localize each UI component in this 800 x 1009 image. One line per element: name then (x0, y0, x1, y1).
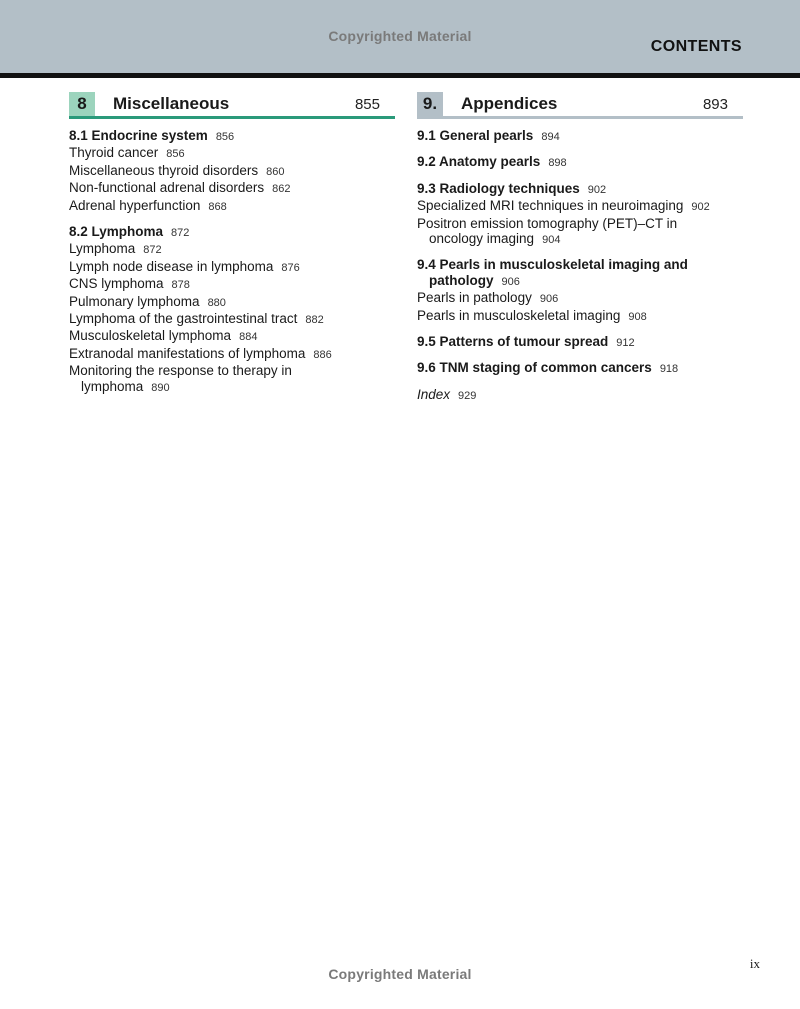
toc-entry[interactable] (417, 198, 743, 215)
toc-entry-title: 9.5 Patterns of tumour spread (417, 334, 609, 350)
toc-section-heading[interactable] (69, 224, 395, 241)
chapter-page-number: 893 (702, 96, 728, 113)
toc-entry-page-number: 906 (501, 275, 520, 288)
toc-entry-page-number: 902 (691, 201, 710, 214)
toc-entry-page-number: 876 (281, 261, 300, 274)
toc-entry[interactable] (417, 387, 743, 404)
toc-entry[interactable] (69, 198, 395, 215)
toc-entry[interactable] (417, 290, 743, 307)
toc-section-block (69, 224, 395, 396)
toc-entry-title: Adrenal hyperfunction (69, 197, 201, 213)
toc-section-heading[interactable] (417, 257, 743, 272)
toc-section-block (417, 128, 743, 145)
toc-entry-title: 8.1 Endocrine system (69, 128, 208, 143)
toc-section-block (417, 360, 743, 377)
toc-entry-title: 9.2 Anatomy pearls (417, 154, 541, 170)
toc-entry-page-number: 894 (541, 131, 560, 143)
toc-entry-page-number: 856 (166, 148, 185, 161)
chapter-heading[interactable] (417, 92, 743, 116)
toc-entry-title: Non-functional adrenal disorders (69, 180, 265, 196)
toc-entry-page-number: 878 (171, 279, 190, 292)
toc-entry-title: oncology imaging (429, 231, 535, 247)
toc-entry[interactable] (69, 145, 395, 162)
toc-entry[interactable] (417, 216, 743, 231)
toc-section-block (417, 181, 743, 249)
toc-entry-title: Pulmonary lymphoma (69, 293, 200, 309)
toc-entries (69, 128, 395, 396)
toc-section-block (417, 334, 743, 351)
toc-entry-page-number: 890 (151, 381, 170, 394)
toc-entry[interactable] (69, 379, 395, 396)
toc-entry-page-number: 856 (215, 131, 235, 143)
chapter-title: Miscellaneous (113, 94, 230, 113)
page-folio: ix (749, 956, 760, 971)
toc-entry-title: Thyroid cancer (69, 145, 159, 161)
toc-section-heading[interactable] (417, 154, 743, 171)
toc-entry[interactable] (69, 311, 395, 328)
watermark-top: Copyrighted Material (328, 28, 472, 44)
toc-entry[interactable] (69, 328, 395, 345)
watermark-bottom: Copyrighted Material (328, 966, 472, 982)
toc-entry-page-number: 918 (659, 363, 679, 376)
toc-entry-title: pathology (429, 272, 494, 288)
chapter-page-number: 855 (354, 96, 380, 113)
toc-entry-title: Specialized MRI techniques in neuroimaging (417, 198, 684, 214)
running-head: CONTENTS (650, 38, 742, 55)
toc-entry-title: Musculoskeletal lymphoma (69, 328, 232, 344)
toc-section-heading[interactable] (417, 360, 743, 377)
toc-section-block (417, 387, 743, 404)
toc-entry-title: 9.1 General pearls (417, 128, 534, 143)
toc-entry[interactable] (417, 231, 743, 248)
toc-section-heading[interactable] (69, 128, 395, 145)
toc-entry-title: Positron emission tomography (PET)–CT in (417, 215, 678, 231)
toc-section-heading[interactable] (417, 334, 743, 351)
toc-entry-title: Index (417, 386, 451, 402)
toc-entry-page-number: 882 (305, 314, 324, 327)
toc-entry-page-number: 904 (542, 234, 561, 247)
toc-section-heading[interactable] (417, 128, 743, 145)
chapter-8-column (69, 92, 395, 405)
toc-entry-page-number: 880 (207, 296, 226, 309)
toc-section-block (417, 154, 743, 171)
chapter-rule (69, 116, 395, 119)
toc-entries (417, 128, 743, 404)
toc-entry-title: Lymph node disease in lymphoma (69, 258, 274, 274)
chapter-rule (417, 116, 743, 119)
toc-entry-title: Pearls in musculoskeletal imaging (417, 307, 621, 323)
toc-entry[interactable] (69, 180, 395, 197)
toc-entry-title: 9.3 Radiology techniques (417, 180, 580, 196)
toc-entry-title: 9.4 Pearls in musculoskeletal imaging and (417, 257, 688, 273)
toc-entry-page-number: 929 (458, 389, 477, 402)
toc-entry-page-number: 872 (171, 227, 190, 240)
toc-entry-title: Pearls in pathology (417, 290, 532, 306)
toc-entry-page-number: 868 (208, 200, 227, 213)
toc-entry-title: Lymphoma (69, 241, 136, 257)
toc-entry[interactable] (69, 346, 395, 363)
toc-entry-page-number: 862 (272, 183, 291, 196)
chapter-9-column (417, 92, 743, 413)
toc-entry-title: CNS lymphoma (69, 276, 164, 292)
toc-entry-title: 8.2 Lymphoma (69, 224, 164, 240)
toc-section-block (69, 128, 395, 215)
toc-entry-title: lymphoma (81, 378, 144, 394)
chapter-title: Appendices (461, 94, 558, 113)
toc-entry-page-number: 902 (587, 183, 607, 196)
toc-entry-title: 9.6 TNM staging of common cancers (417, 360, 652, 376)
toc-entry[interactable] (69, 259, 395, 276)
chapter-number: 9. (417, 92, 443, 116)
toc-entry-page-number: 898 (548, 157, 567, 170)
toc-entry-title: Miscellaneous thyroid disorders (69, 162, 259, 178)
header-rule (0, 73, 800, 78)
toc-entry[interactable] (69, 241, 395, 258)
toc-section-block (417, 257, 743, 325)
toc-section-heading[interactable] (417, 273, 743, 290)
toc-entry-page-number: 872 (143, 244, 162, 257)
toc-entry[interactable] (69, 276, 395, 293)
toc-entry[interactable] (69, 294, 395, 311)
toc-entry-page-number: 908 (628, 310, 647, 323)
toc-entry-page-number: 860 (266, 165, 285, 178)
toc-entry[interactable] (417, 308, 743, 325)
toc-entry-title: Extranodal manifestations of lymphoma (69, 345, 306, 361)
toc-section-heading[interactable] (417, 181, 743, 198)
chapter-heading[interactable] (69, 92, 395, 116)
toc-entry-page-number: 912 (616, 337, 635, 350)
toc-entry-page-number: 884 (239, 331, 258, 344)
toc-entry-title: Lymphoma of the gastrointestinal tract (69, 311, 298, 327)
toc-entry[interactable] (69, 163, 395, 180)
toc-entry-title: Monitoring the response to therapy in (69, 363, 292, 379)
toc-entry-page-number: 906 (539, 293, 559, 306)
toc-entry[interactable] (69, 363, 395, 378)
toc-entry-page-number: 886 (313, 348, 332, 361)
chapter-number: 8 (69, 92, 95, 116)
